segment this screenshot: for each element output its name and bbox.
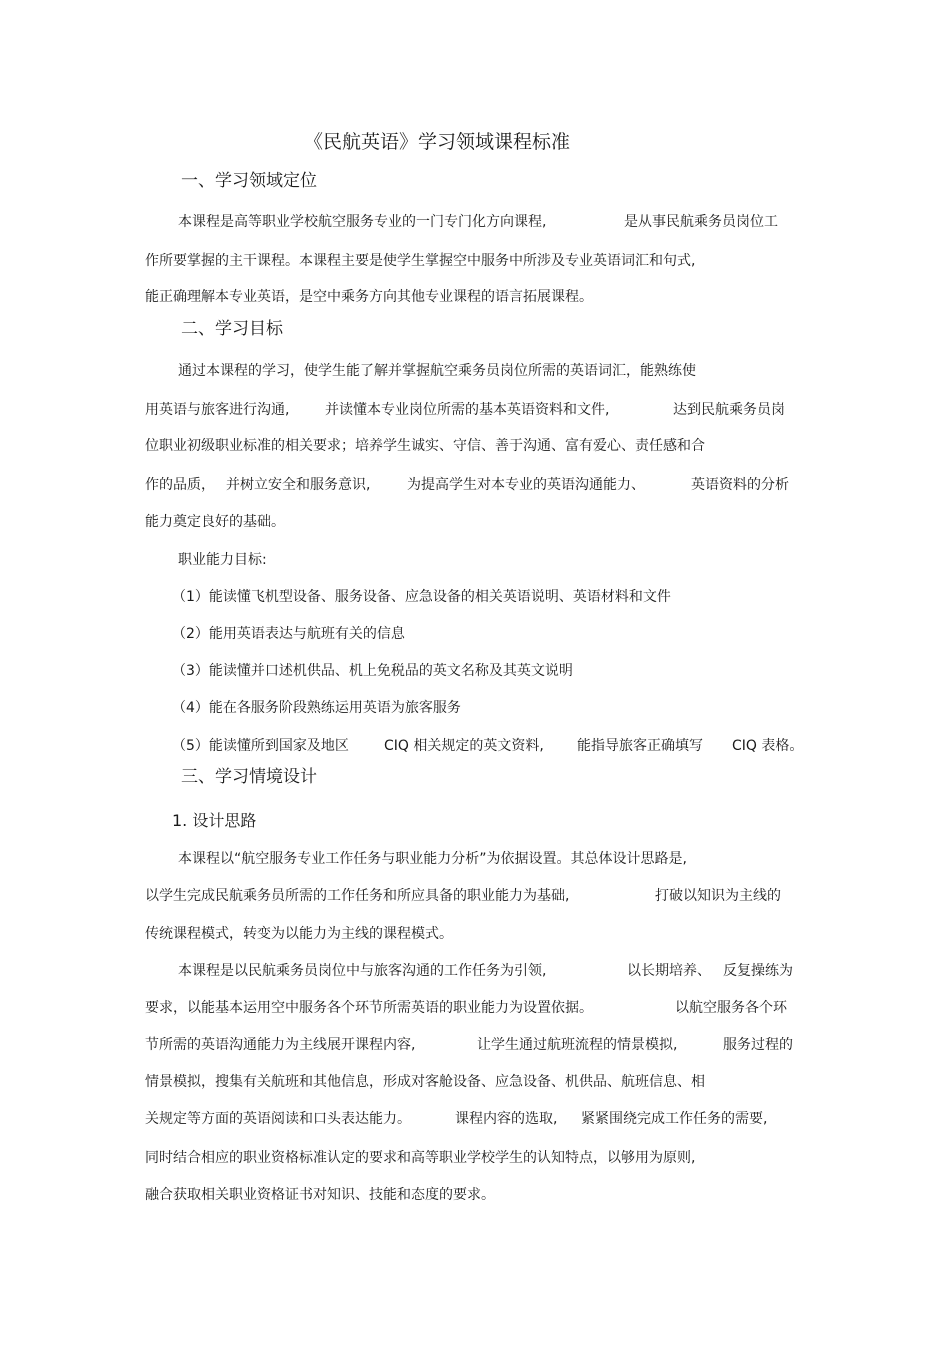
- section-heading-positioning: 一、学习领域定位: [181, 171, 317, 191]
- goal-item: （2）能用英语表达与航班有关的信息: [172, 626, 405, 642]
- goal-item: 能指导旅客正确填写: [577, 738, 703, 754]
- paragraph-line: 本课程是高等职业学校航空服务专业的一门专门化方向课程,: [178, 214, 547, 230]
- section-heading-situation-design: 三、学习情境设计: [181, 767, 317, 787]
- paragraph-line: 节所需的英语沟通能力为主线展开课程内容,: [145, 1037, 416, 1053]
- paragraph-line: 以学生完成民航乘务员所需的工作任务和所应具备的职业能力为基础,: [145, 888, 570, 904]
- section-heading-objectives: 二、学习目标: [181, 319, 283, 339]
- paragraph-line: 让学生通过航班流程的情景模拟,: [477, 1037, 678, 1053]
- paragraph-line: 并树立安全和服务意识,: [226, 477, 371, 493]
- goal-item: CIQ 相关规定的英文资料,: [384, 738, 544, 754]
- document-title: 《民航英语》学习领域课程标准: [304, 131, 571, 153]
- paragraph-line: 位职业初级职业标准的相关要求；培养学生诚实、守信、善于沟通、富有爱心、责任感和合: [145, 438, 705, 454]
- goal-item: （5）能读懂所到国家及地区: [172, 738, 349, 754]
- paragraph-line: 紧紧围绕完成工作任务的需要,: [581, 1111, 768, 1127]
- paragraph-line: 情景模拟，搜集有关航班和其他信息，形成对客舱设备、应急设备、机供品、航班信息、相: [145, 1074, 705, 1090]
- subsection-heading-design-ideas: 1. 设计思路: [172, 811, 257, 830]
- goals-label: 职业能力目标:: [178, 552, 267, 568]
- paragraph-line: 达到民航乘务员岗: [673, 402, 785, 418]
- paragraph-line: 同时结合相应的职业资格标准认定的要求和高等职业学校学生的认知特点，以够用为原则,: [145, 1150, 696, 1166]
- paragraph-line: 为提高学生对本专业的英语沟通能力、: [407, 477, 645, 493]
- goal-item: CIQ 表格。: [732, 738, 804, 754]
- paragraph-line: 要求，以能基本运用空中服务各个环节所需英语的职业能力为设置依据。: [145, 1000, 593, 1016]
- paragraph-line: 以长期培养、: [627, 963, 711, 979]
- paragraph-line: 是从事民航乘务员岗位工: [624, 214, 778, 230]
- goal-item: （3）能读懂并口述机供品、机上免税品的英文名称及其英文说明: [172, 663, 573, 679]
- paragraph-line: 作所要掌握的主干课程。本课程主要是使学生掌握空中服务中所涉及专业英语词汇和句式,: [145, 253, 696, 269]
- paragraph-line: 并读懂本专业岗位所需的基本英语资料和文件,: [325, 402, 610, 418]
- paragraph-line: 传统课程模式，转变为以能力为主线的课程模式。: [145, 926, 453, 942]
- paragraph-line: 通过本课程的学习，使学生能了解并掌握航空乘务员岗位所需的英语词汇，能熟练使: [178, 363, 696, 379]
- paragraph-line: 服务过程的: [723, 1037, 793, 1053]
- paragraph-line: 反复操练为: [723, 963, 793, 979]
- paragraph-line: 本课程是以民航乘务员岗位中与旅客沟通的工作任务为引领,: [178, 963, 547, 979]
- goal-item: （4）能在各服务阶段熟练运用英语为旅客服务: [172, 700, 461, 716]
- paragraph-line: 本课程以“航空服务专业工作任务与职业能力分析”为依据设置。其总体设计思路是,: [178, 851, 687, 867]
- paragraph-line: 能力奠定良好的基础。: [145, 514, 285, 530]
- paragraph-line: 用英语与旅客进行沟通,: [145, 402, 290, 418]
- paragraph-line: 英语资料的分析: [691, 477, 789, 493]
- paragraph-line: 融合获取相关职业资格证书对知识、技能和态度的要求。: [145, 1187, 495, 1203]
- paragraph-line: 课程内容的选取,: [455, 1111, 558, 1127]
- goal-item: （1）能读懂飞机型设备、服务设备、应急设备的相关英语说明、英语材料和文件: [172, 589, 671, 605]
- paragraph-line: 打破以知识为主线的: [655, 888, 781, 904]
- paragraph-line: 关规定等方面的英语阅读和口头表达能力。: [145, 1111, 411, 1127]
- paragraph-line: 以航空服务各个环: [675, 1000, 787, 1016]
- paragraph-line: 能正确理解本专业英语，是空中乘务方向其他专业课程的语言拓展课程。: [145, 289, 593, 305]
- paragraph-line: 作的品质，: [145, 477, 215, 493]
